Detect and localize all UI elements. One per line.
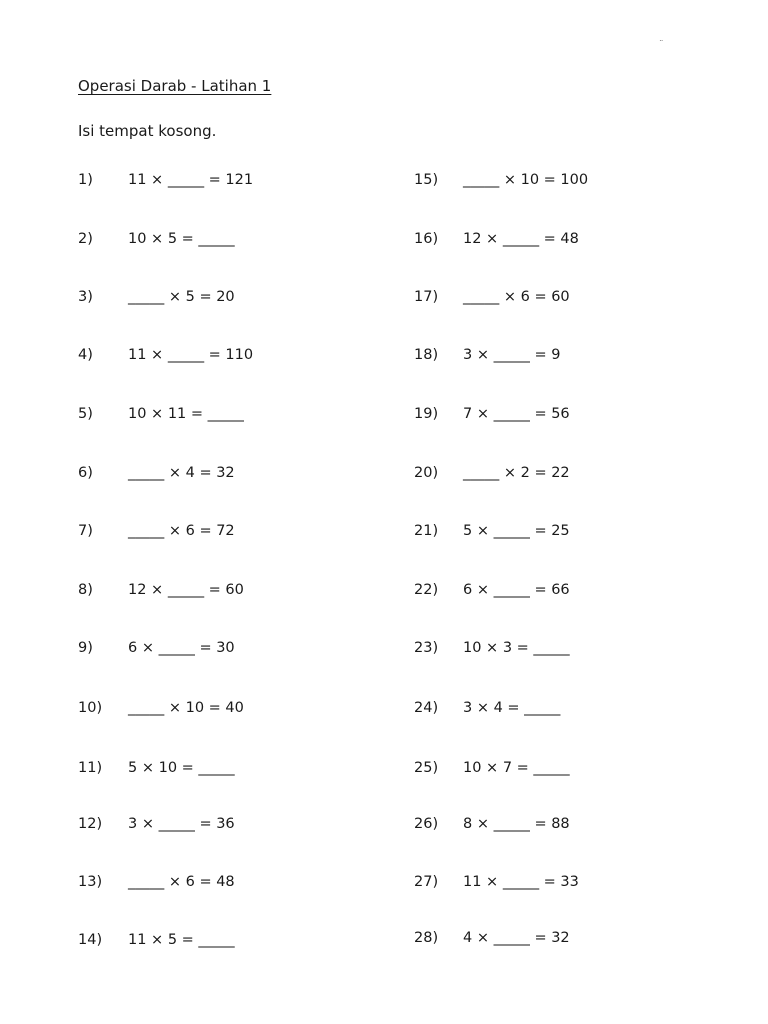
question-expression: 3 × _____ = 9: [463, 347, 561, 363]
question-number: 6): [78, 465, 93, 481]
question-expression: _____ × 4 = 32: [128, 465, 235, 481]
question-expression: _____ × 10 = 100: [463, 172, 589, 188]
question-number: 12): [78, 816, 103, 832]
question-expression: 11 × _____ = 33: [463, 874, 579, 890]
question-number: 1): [78, 172, 93, 188]
question-expression: _____ × 10 = 40: [128, 700, 244, 716]
question-expression: 3 × 4 = _____: [463, 700, 561, 716]
question-number: 11): [78, 760, 103, 776]
question-expression: 8 × _____ = 88: [463, 816, 570, 832]
question-number: 13): [78, 874, 103, 890]
question-expression: _____ × 6 = 48: [128, 874, 235, 890]
question-expression: 5 × _____ = 25: [463, 523, 570, 539]
worksheet-title: Operasi Darab - Latihan 1: [78, 77, 272, 95]
question-number: 23): [414, 640, 439, 656]
question-number: 17): [414, 289, 439, 305]
question-number: 5): [78, 406, 93, 422]
corner-mark: ¨: [659, 40, 664, 50]
question-number: 2): [78, 231, 93, 247]
question-number: 14): [78, 932, 103, 948]
question-expression: 6 × _____ = 66: [463, 582, 570, 598]
question-expression: _____ × 5 = 20: [128, 289, 235, 305]
question-number: 18): [414, 347, 439, 363]
question-expression: 10 × 11 = _____: [128, 406, 244, 422]
question-number: 22): [414, 582, 439, 598]
question-number: 4): [78, 347, 93, 363]
question-expression: 12 × _____ = 60: [128, 582, 244, 598]
question-number: 7): [78, 523, 93, 539]
question-number: 3): [78, 289, 93, 305]
question-number: 28): [414, 930, 439, 946]
question-expression: 7 × _____ = 56: [463, 406, 570, 422]
question-number: 20): [414, 465, 439, 481]
question-expression: 11 × 5 = _____: [128, 932, 235, 948]
question-number: 25): [414, 760, 439, 776]
question-number: 19): [414, 406, 439, 422]
worksheet-instruction: Isi tempat kosong.: [78, 122, 217, 140]
question-expression: 5 × 10 = _____: [128, 760, 235, 776]
question-expression: 11 × _____ = 121: [128, 172, 254, 188]
question-expression: 12 × _____ = 48: [463, 231, 579, 247]
question-expression: _____ × 2 = 22: [463, 465, 570, 481]
question-expression: _____ × 6 = 60: [463, 289, 570, 305]
question-expression: _____ × 6 = 72: [128, 523, 235, 539]
question-number: 26): [414, 816, 439, 832]
question-number: 21): [414, 523, 439, 539]
question-expression: 10 × 7 = _____: [463, 760, 570, 776]
question-number: 24): [414, 700, 439, 716]
question-expression: 4 × _____ = 32: [463, 930, 570, 946]
question-number: 10): [78, 700, 103, 716]
question-expression: 10 × 5 = _____: [128, 231, 235, 247]
question-number: 27): [414, 874, 439, 890]
question-expression: 3 × _____ = 36: [128, 816, 235, 832]
question-number: 8): [78, 582, 93, 598]
question-expression: 11 × _____ = 110: [128, 347, 254, 363]
question-expression: 10 × 3 = _____: [463, 640, 570, 656]
question-number: 16): [414, 231, 439, 247]
question-number: 15): [414, 172, 439, 188]
question-expression: 6 × _____ = 30: [128, 640, 235, 656]
question-number: 9): [78, 640, 93, 656]
